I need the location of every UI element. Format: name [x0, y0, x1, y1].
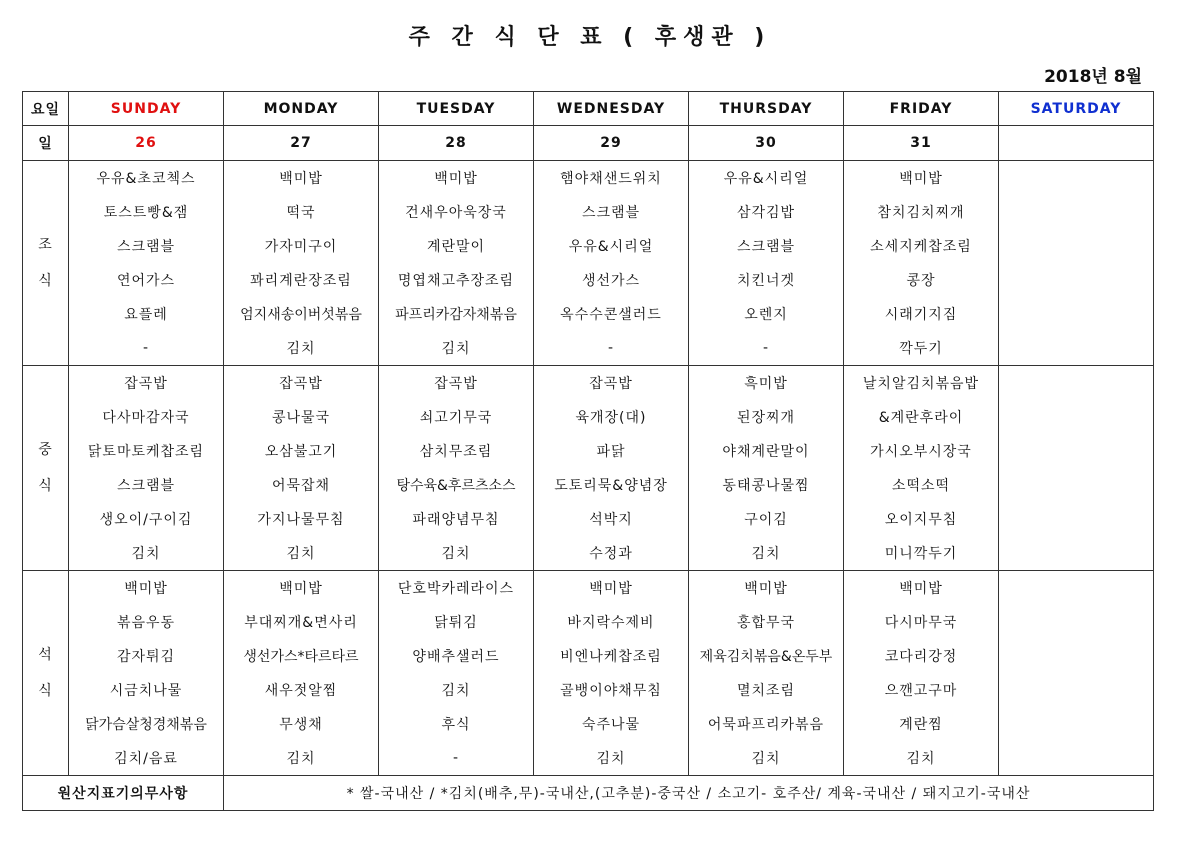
- menu-cell: 스크램블: [69, 229, 224, 263]
- menu-cell: 구이김: [689, 502, 844, 536]
- menu-cell: [999, 400, 1154, 434]
- dinner-label-line2: 식: [38, 683, 53, 699]
- lunch-row: [23, 400, 1154, 434]
- menu-cell: 부대찌개&면사리: [224, 605, 379, 639]
- menu-cell: 야채계란말이: [689, 434, 844, 468]
- menu-cell: 김치: [689, 741, 844, 776]
- dinner-row: [23, 707, 1154, 741]
- day-header-monday: MONDAY: [224, 92, 379, 126]
- menu-cell: 새우젓알찜: [224, 673, 379, 707]
- dinner-row: [23, 741, 1154, 776]
- menu-cell: 다시마무국: [844, 605, 999, 639]
- breakfast-label-line2: 식: [38, 273, 53, 289]
- menu-cell: 콩나물국: [224, 400, 379, 434]
- menu-cell: [999, 741, 1154, 776]
- date-tuesday: 28: [379, 126, 534, 161]
- menu-cell: 비엔나케찹조림: [534, 639, 689, 673]
- menu-cell: 백미밥: [689, 571, 844, 606]
- menu-cell: 파프리카감자채볶음: [379, 297, 534, 331]
- menu-cell: 어묵파프리카볶음: [689, 707, 844, 741]
- menu-cell: 백미밥: [534, 571, 689, 606]
- menu-cell: 명엽채고추장조림: [379, 263, 534, 297]
- menu-cell: -: [379, 741, 534, 776]
- dinner-label-line1: 석: [38, 647, 53, 663]
- date-thursday: 30: [689, 126, 844, 161]
- date-row: [23, 126, 1154, 161]
- menu-cell: 백미밥: [224, 161, 379, 196]
- lunch-row: [23, 502, 1154, 536]
- dinner-label: [23, 571, 69, 776]
- breakfast-row: [23, 161, 1154, 196]
- menu-cell: 햄야채샌드위치: [534, 161, 689, 196]
- lunch-row: [23, 434, 1154, 468]
- menu-cell: 시금치나물: [69, 673, 224, 707]
- menu-cell: 엄지새송이버섯볶음: [224, 297, 379, 331]
- menu-cell: 볶음우동: [69, 605, 224, 639]
- breakfast-row: [23, 297, 1154, 331]
- day-header-friday: FRIDAY: [844, 92, 999, 126]
- date-monday: 27: [224, 126, 379, 161]
- menu-cell: 치킨너겟: [689, 263, 844, 297]
- menu-cell: 소떡소떡: [844, 468, 999, 502]
- menu-cell: [999, 195, 1154, 229]
- menu-cell: 생선가스*타르타르: [224, 639, 379, 673]
- menu-cell: 깍두기: [844, 331, 999, 366]
- menu-cell: 파닭: [534, 434, 689, 468]
- menu-cell: -: [534, 331, 689, 366]
- menu-cell: 김치: [379, 673, 534, 707]
- month-label: 2018년 8월: [1044, 67, 1142, 87]
- menu-cell: 잡곡밥: [534, 366, 689, 401]
- menu-cell: 스크램블: [534, 195, 689, 229]
- menu-cell: 생오이/구이김: [69, 502, 224, 536]
- menu-cell: 참치김치찌개: [844, 195, 999, 229]
- menu-cell: [999, 297, 1154, 331]
- menu-cell: [999, 502, 1154, 536]
- dinner-row: [23, 639, 1154, 673]
- lunch-label-line1: 중: [38, 442, 53, 458]
- menu-cell: 김치: [844, 741, 999, 776]
- menu-cell: [999, 366, 1154, 401]
- menu-cell: 잡곡밥: [224, 366, 379, 401]
- menu-cell: 오삼불고기: [224, 434, 379, 468]
- menu-cell: [999, 229, 1154, 263]
- menu-cell: 오렌지: [689, 297, 844, 331]
- menu-cell: 바지락수제비: [534, 605, 689, 639]
- menu-cell: 떡국: [224, 195, 379, 229]
- menu-cell: [999, 673, 1154, 707]
- breakfast-row: [23, 263, 1154, 297]
- menu-cell: 닭토마토케찹조림: [69, 434, 224, 468]
- menu-cell: 가자미구이: [224, 229, 379, 263]
- menu-cell: [999, 536, 1154, 571]
- menu-cell: 소세지케찹조림: [844, 229, 999, 263]
- menu-cell: 꽈리계란장조림: [224, 263, 379, 297]
- menu-cell: 으깬고구마: [844, 673, 999, 707]
- date-row-label: 일: [23, 126, 69, 161]
- menu-cell: 닭가슴살청경채볶음: [69, 707, 224, 741]
- lunch-label-line2: 식: [38, 478, 53, 494]
- menu-cell: 요플레: [69, 297, 224, 331]
- menu-cell: 코다리강정: [844, 639, 999, 673]
- menu-cell: 백미밥: [844, 161, 999, 196]
- menu-cell: 삼치무조림: [379, 434, 534, 468]
- menu-cell: 감자튀김: [69, 639, 224, 673]
- dinner-row: [23, 605, 1154, 639]
- menu-cell: 백미밥: [69, 571, 224, 606]
- menu-cell: 다사마감자국: [69, 400, 224, 434]
- menu-cell: 가지나물무침: [224, 502, 379, 536]
- menu-cell: 육개장(대): [534, 400, 689, 434]
- menu-cell: 골뱅이야채무침: [534, 673, 689, 707]
- menu-cell: 옥수수콘샐러드: [534, 297, 689, 331]
- menu-cell: 흑미밥: [689, 366, 844, 401]
- menu-cell: 숙주나물: [534, 707, 689, 741]
- menu-cell: 어묵잡채: [224, 468, 379, 502]
- menu-cell: 멸치조림: [689, 673, 844, 707]
- lunch-row: [23, 536, 1154, 571]
- menu-cell: 잡곡밥: [379, 366, 534, 401]
- menu-cell: 연어가스: [69, 263, 224, 297]
- menu-cell: 석박지: [534, 502, 689, 536]
- day-header-saturday: SATURDAY: [999, 92, 1154, 126]
- origin-notice-label: 원산지표기의무사항: [23, 776, 224, 811]
- menu-cell: 계란말이: [379, 229, 534, 263]
- menu-cell: 후식: [379, 707, 534, 741]
- weekday-row-label: 요일: [23, 92, 69, 126]
- menu-cell: 수정과: [534, 536, 689, 571]
- menu-cell: 양배추샐러드: [379, 639, 534, 673]
- menu-cell: 김치: [379, 536, 534, 571]
- menu-cell: 오이지무침: [844, 502, 999, 536]
- menu-cell: 백미밥: [844, 571, 999, 606]
- breakfast-label: [23, 161, 69, 366]
- menu-cell: [999, 571, 1154, 606]
- lunch-label: [23, 366, 69, 571]
- date-sunday: 26: [69, 126, 224, 161]
- menu-cell: 김치: [534, 741, 689, 776]
- date-wednesday: 29: [534, 126, 689, 161]
- weekday-header-row: [23, 92, 1154, 126]
- menu-cell: 김치: [224, 331, 379, 366]
- menu-cell: [999, 434, 1154, 468]
- menu-cell: 김치: [69, 536, 224, 571]
- menu-cell: 스크램블: [689, 229, 844, 263]
- menu-cell: [999, 639, 1154, 673]
- breakfast-row: [23, 229, 1154, 263]
- lunch-row: [23, 366, 1154, 401]
- menu-cell: 미니깍두기: [844, 536, 999, 571]
- menu-cell: 우유&시리얼: [534, 229, 689, 263]
- menu-cell: 닭튀김: [379, 605, 534, 639]
- origin-notice-text: * 쌀-국내산 / *김치(배추,무)-국내산,(고추분)-중국산 / 소고기- 호주산/ 계육-국내산 / 돼지고기-국내산: [224, 776, 1154, 811]
- menu-cell: 계란찜: [844, 707, 999, 741]
- menu-cell: [999, 468, 1154, 502]
- menu-cell: 잡곡밥: [69, 366, 224, 401]
- menu-cell: 단호박카레라이스: [379, 571, 534, 606]
- menu-cell: 파래양념무침: [379, 502, 534, 536]
- menu-cell: 김치: [224, 536, 379, 571]
- menu-cell: 김치/음료: [69, 741, 224, 776]
- menu-cell: &계란후라이: [844, 400, 999, 434]
- menu-cell: 건새우아욱장국: [379, 195, 534, 229]
- day-header-tuesday: TUESDAY: [379, 92, 534, 126]
- menu-cell: 우유&초코첵스: [69, 161, 224, 196]
- menu-cell: 시래기지짐: [844, 297, 999, 331]
- menu-cell: [999, 707, 1154, 741]
- menu-cell: 백미밥: [379, 161, 534, 196]
- menu-cell: 콩장: [844, 263, 999, 297]
- menu-cell: 김치: [379, 331, 534, 366]
- menu-cell: 동태콩나물찜: [689, 468, 844, 502]
- menu-cell: 스크램블: [69, 468, 224, 502]
- menu-cell: 무생채: [224, 707, 379, 741]
- menu-cell: 도토리묵&양념장: [534, 468, 689, 502]
- lunch-row: [23, 468, 1154, 502]
- menu-cell: [999, 263, 1154, 297]
- menu-cell: 된장찌개: [689, 400, 844, 434]
- menu-cell: 생선가스: [534, 263, 689, 297]
- menu-cell: -: [69, 331, 224, 366]
- menu-cell: 삼각김밥: [689, 195, 844, 229]
- page-title: 주 간 식 단 표 ( 후생관 ): [408, 25, 772, 50]
- date-friday: 31: [844, 126, 999, 161]
- breakfast-label-line1: 조: [38, 237, 53, 253]
- dinner-row: [23, 571, 1154, 606]
- breakfast-row: [23, 331, 1154, 366]
- menu-cell: [999, 331, 1154, 366]
- menu-cell: 날치알김치볶음밥: [844, 366, 999, 401]
- menu-cell: -: [689, 331, 844, 366]
- date-saturday: [999, 126, 1154, 161]
- menu-cell: [999, 161, 1154, 196]
- menu-cell: 김치: [224, 741, 379, 776]
- menu-cell: 김치: [689, 536, 844, 571]
- menu-cell: 탕수육&후르츠소스: [379, 468, 534, 502]
- menu-cell: 토스트빵&잼: [69, 195, 224, 229]
- origin-notice-row: [23, 776, 1154, 811]
- menu-cell: 우유&시리얼: [689, 161, 844, 196]
- menu-cell: 홍합무국: [689, 605, 844, 639]
- day-header-sunday: SUNDAY: [69, 92, 224, 126]
- menu-cell: 가시오부시장국: [844, 434, 999, 468]
- weekly-menu-table: [22, 91, 1154, 811]
- breakfast-row: [23, 195, 1154, 229]
- menu-cell: 쇠고기무국: [379, 400, 534, 434]
- dinner-row: [23, 673, 1154, 707]
- menu-cell: 제육김치볶음&온두부: [689, 639, 844, 673]
- day-header-wednesday: WEDNESDAY: [534, 92, 689, 126]
- menu-cell: [999, 605, 1154, 639]
- menu-cell: 백미밥: [224, 571, 379, 606]
- day-header-thursday: THURSDAY: [689, 92, 844, 126]
